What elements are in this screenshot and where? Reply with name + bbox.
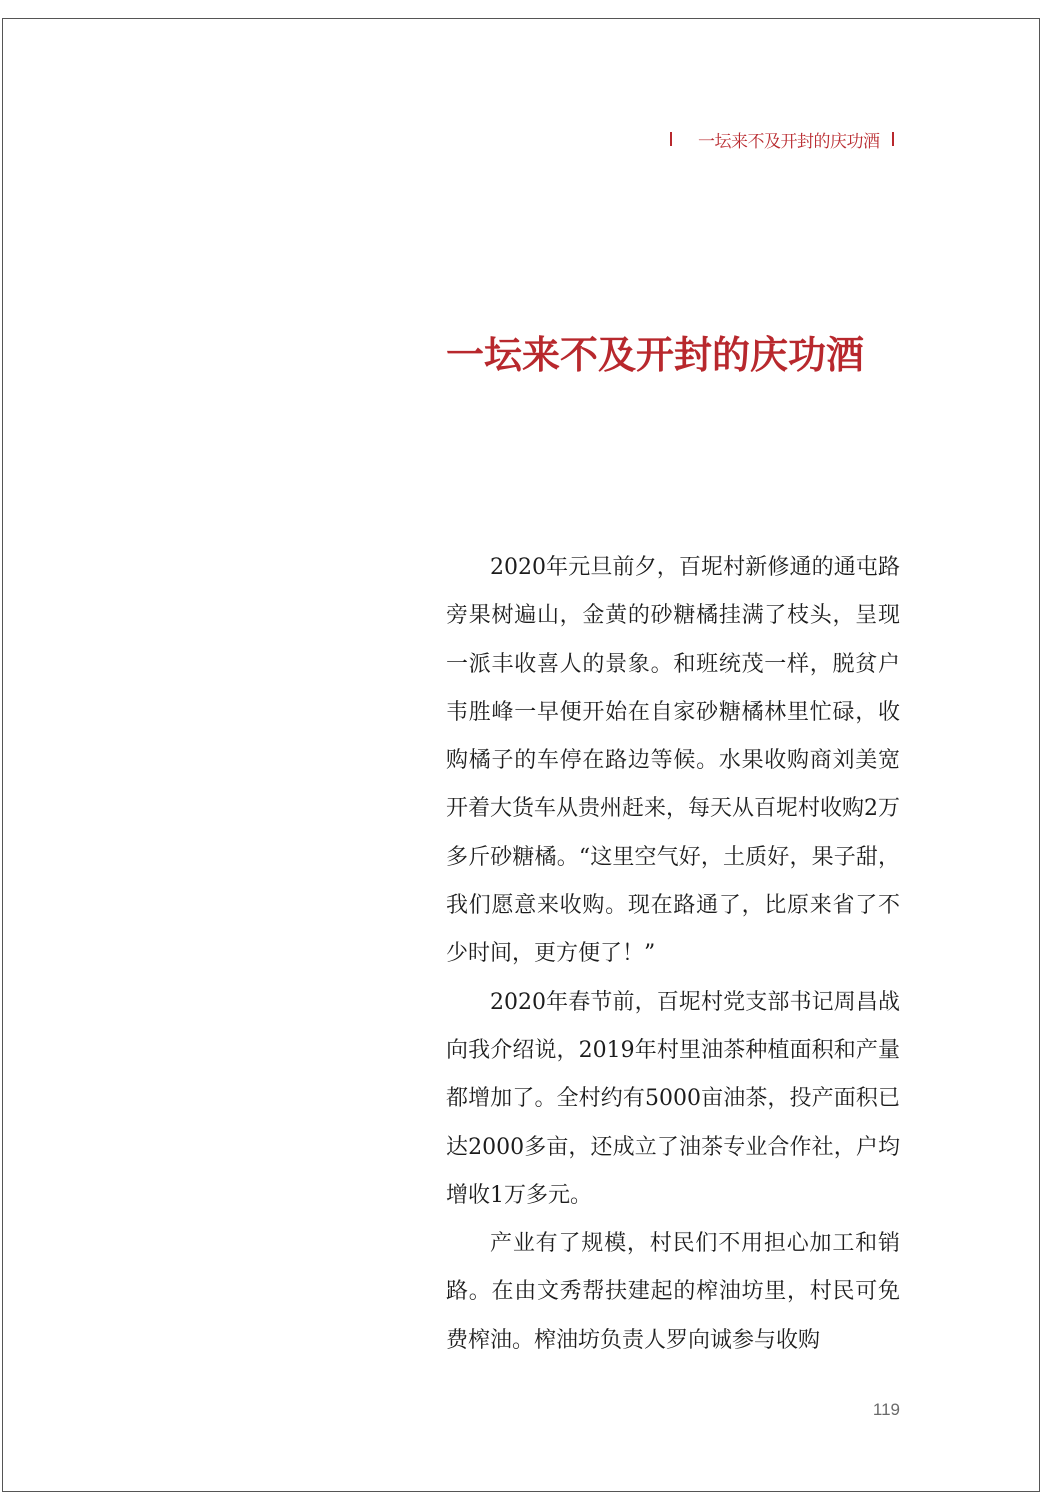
header-divider-right [892,132,894,146]
page-number: 119 [872,1400,900,1419]
header-divider-left [670,132,672,146]
paragraph: 2020年元旦前夕，百坭村新修通的通屯路旁果树遍山，金黄的砂糖橘挂满了枝头，呈现一派丰收喜人的景象。和班统茂一样，脱贫户韦胜峰一早便开始在自家砂糖橘林里忙碌，收购橘子的车停在路边等候。水果收购商刘美宽开着大货车从贵州赶来，每天从百坭村收购2万多斤砂糖橘。“这里空气好，土质好，果子甜，我们愿意来收购。现在路通了，比原来省了不少时间，更方便了！” [446,555,900,967]
paragraph: 2020年春节前，百坭村党支部书记周昌战向我介绍说，2019年村里油茶种植面积和产量都增加了。全村约有5000亩油茶，投产面积已达2000多亩，还成立了油茶专业合作社，户均增收1万多元。 [446,989,900,1208]
chapter-title: 一坛来不及开封的庆功酒 [446,332,865,377]
paragraph: 产业有了规模，村民们不用担心加工和销路。在由文秀帮扶建起的榨油坊里，村民可免费榨油。榨油坊负责人罗向诚参与收购 [446,1231,900,1353]
running-header [660,126,900,152]
running-header-title: 一坛来不及开封的庆功酒 [698,131,880,152]
body-text [446,544,900,1365]
